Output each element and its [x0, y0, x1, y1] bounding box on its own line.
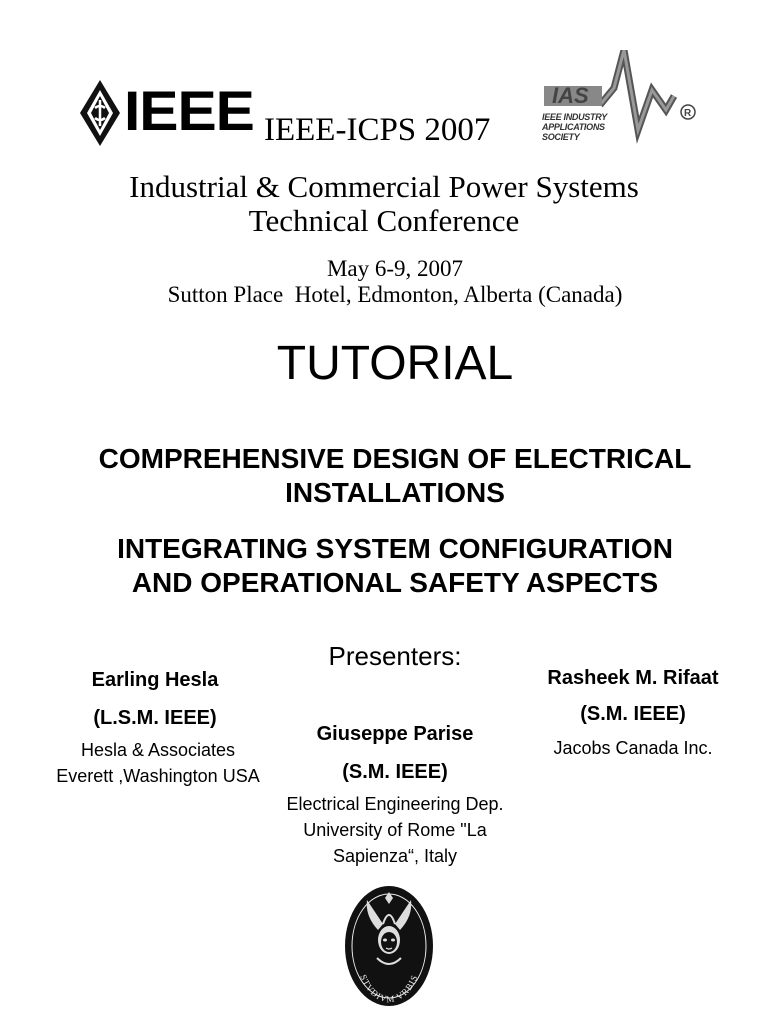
- seal-motto: STVDIVM VRBIS: [358, 973, 420, 1005]
- tutorial-title-1-line2: INSTALLATIONS: [285, 477, 505, 508]
- presenter-2-affiliation-line2: University of Rome "La: [303, 820, 487, 840]
- presenter-2-name: Giuseppe Parise: [316, 723, 474, 745]
- tutorial-title-1: [20, 442, 768, 510]
- presenter-3-grade: (S.M. IEEE): [580, 703, 686, 725]
- tutorial-title-1-line1: COMPREHENSIVE DESIGN OF ELECTRICAL: [98, 443, 692, 474]
- svg-text:R: R: [684, 108, 692, 119]
- conference-title-line1: Industrial & Commercial Power Systems: [129, 169, 639, 204]
- conference-title: [0, 170, 768, 238]
- tutorial-title-2-line1: INTEGRATING SYSTEM CONFIGURATION: [117, 533, 673, 564]
- university-seal: [343, 878, 435, 1008]
- ias-logo: [542, 50, 702, 160]
- presenter-1-grade: (L.S.M. IEEE): [93, 707, 217, 729]
- ieee-logo: [78, 78, 254, 148]
- presenter-1-affiliation: [30, 737, 286, 789]
- tutorial-title-2: [20, 532, 768, 600]
- conference-title-line2: Technical Conference: [248, 203, 520, 238]
- presenter-3-name: Rasheek M. Rifaat: [547, 667, 719, 689]
- presenter-2-affiliation-line3: Sapienza“, Italy: [332, 846, 458, 866]
- ias-wordmark: IAS: [552, 83, 589, 108]
- tutorial-title-2-line2: AND OPERATIONAL SAFETY ASPECTS: [131, 567, 659, 598]
- tutorial-label: TUTORIAL: [276, 337, 514, 390]
- presenter-1-affiliation-line1: Hesla & Associates: [80, 740, 236, 760]
- presenter-1-name: Earling Hesla: [91, 669, 219, 691]
- presenter-1-affiliation-line2: Everett ,Washington USA: [56, 766, 260, 786]
- sapienza-seal-icon: [343, 878, 435, 1008]
- presenter-2-grade: (S.M. IEEE): [342, 761, 448, 783]
- presenter-3-affiliation: [520, 735, 746, 761]
- presenter-2-affiliation: [260, 791, 530, 869]
- ieee-wordmark: IEEE: [124, 79, 254, 142]
- conference-info: [0, 256, 768, 308]
- ieee-diamond-icon: [78, 78, 122, 148]
- conference-dates: May 6-9, 2007: [326, 256, 464, 281]
- presenter-2-affiliation-line1: Electrical Engineering Dep.: [286, 794, 504, 814]
- ias-subtitle: IEEE INDUSTRY APPLICATIONS SOCIETY: [542, 112, 607, 142]
- conference-code: IEEE-ICPS 2007: [264, 112, 491, 148]
- presenters-label: Presenters:: [328, 641, 462, 671]
- conference-venue: Sutton Place Hotel, Edmonton, Alberta (Canada): [167, 282, 623, 307]
- presenter-3-affiliation-line1: Jacobs Canada Inc.: [553, 738, 713, 758]
